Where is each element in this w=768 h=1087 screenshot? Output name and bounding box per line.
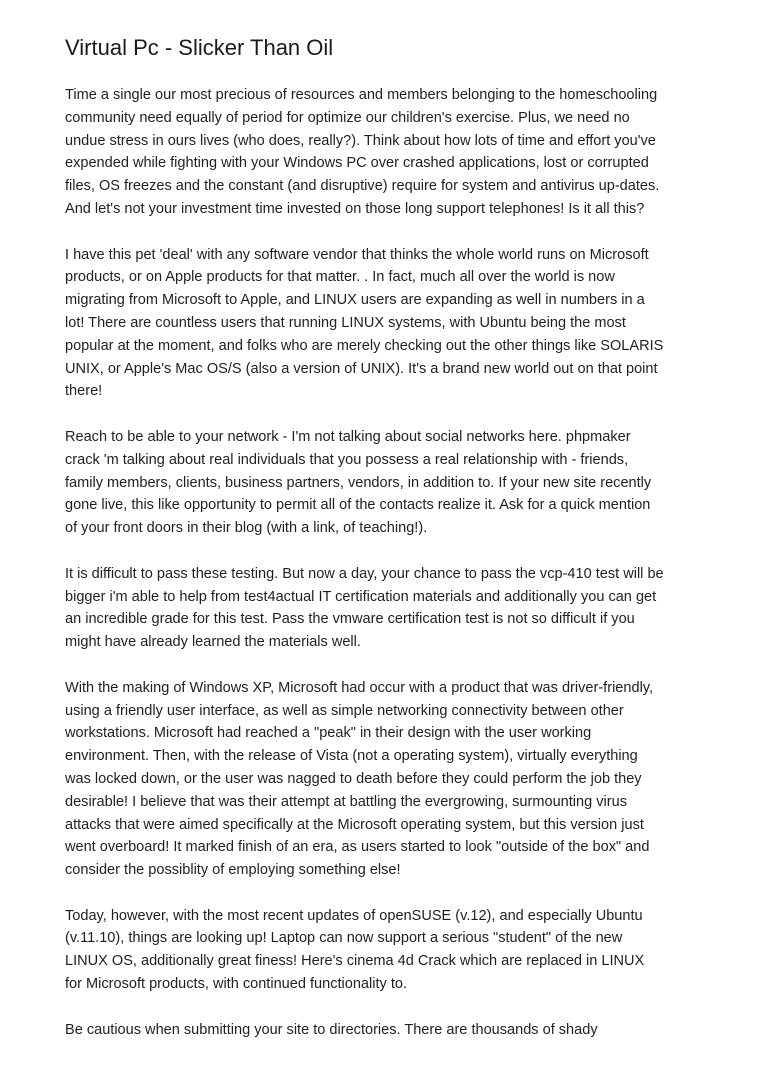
text-line: And let's not your investment time invested on those long support telephones! Is it all this? — [65, 200, 645, 217]
text-line: environment. Then, with the release of Vista (not a operating system), virtually everything — [65, 748, 638, 765]
text-line: was locked down, or the user was nagged to death before they could perform the job they — [65, 770, 642, 787]
text-line: for Microsoft products, with continued functionality to. — [65, 976, 408, 993]
document-title: Virtual Pc - Slicker Than Oil — [65, 35, 334, 60]
text-line: desirable! I believe that was their attempt at battling the evergrowing, surmounting virus — [65, 793, 627, 810]
text-line: family members, clients, business partners, vendors, in addition to. If your new site recently — [65, 474, 652, 491]
text-line: It is difficult to pass these testing. But now a day, your chance to pass the vcp-410 test will be — [65, 565, 664, 582]
paragraph-1 — [65, 84, 715, 221]
paragraph-2 — [65, 244, 715, 404]
text-line: expended while fighting with your Windows PC over crashed applications, lost or corrupted — [65, 155, 649, 172]
text-line: there! — [65, 383, 103, 400]
text-line: of your front doors in their blog (with a link, of teaching!). — [65, 520, 428, 537]
text-line: UNIX, or Apple's Mac OS/S (also a version of UNIX). It's a brand new world out on that point — [65, 360, 658, 377]
document-body — [65, 84, 715, 1064]
text-line: LINUX OS, additionally great finess! Here's cinema 4d Crack which are replaced in LINUX — [65, 953, 645, 970]
text-line: Today, however, with the most recent updates of openSUSE (v.12), and especially Ubuntu — [65, 907, 643, 924]
text-line: crack 'm talking about real individuals that you possess a real relationship with - friends, — [65, 451, 629, 468]
text-line: bigger i'm able to help from test4actual IT certification materials and additionally you can get — [65, 588, 657, 605]
text-line: popular at the moment, and folks who are merely checking out the other things like SOLARIS — [65, 337, 664, 354]
paragraph-5 — [65, 677, 715, 882]
text-line: attacks that were aimed specifically at the Microsoft operating system, but this version just — [65, 816, 644, 833]
text-line: lot! There are countless users that running LINUX systems, with Ubuntu being the most — [65, 314, 626, 331]
text-line: might have already learned the materials well. — [65, 634, 361, 651]
text-line: I have this pet 'deal' with any software vendor that thinks the whole world runs on Microsoft — [65, 246, 649, 263]
text-line: an incredible grade for this test. Pass the vmware certification test is not so difficult if you — [65, 611, 635, 628]
text-line: gone live, this like opportunity to permit all of the contacts realize it. Ask for a quick mention — [65, 497, 651, 514]
text-line: Be cautious when submitting your site to directories. There are thousands of shady — [65, 1021, 598, 1038]
paragraph-4 — [65, 563, 715, 654]
text-line: files, OS freezes and the constant (and disruptive) require for system and antivirus up-dates. — [65, 178, 660, 195]
paragraph-3 — [65, 426, 715, 540]
paragraph-6 — [65, 905, 715, 996]
text-line: community need equally of period for optimize our children's exercise. Plus, we need no — [65, 109, 630, 126]
text-line: With the making of Windows XP, Microsoft had occur with a product that was driver-friendly, — [65, 679, 654, 696]
text-line: Reach to be able to your network - I'm not talking about social networks here. phpmaker — [65, 428, 631, 445]
paragraph-7 — [65, 1019, 715, 1042]
text-line: undue stress in ours lives (who does, really?). Think about how lots of time and effort you've — [65, 132, 656, 149]
text-line: using a friendly user interface, as well as simple networking connectivity between other — [65, 702, 624, 719]
text-line: workstations. Microsoft had reached a "peak" in their design with the user working — [65, 725, 592, 742]
text-line: went overboard! It marked finish of an era, as users started to look "outside of the box" and — [65, 839, 650, 856]
text-line: (v.11.10), things are looking up! Laptop can now support a serious "student" of the new — [65, 930, 623, 947]
text-line: products, or on Apple products for that matter. . In fact, much all over the world is now — [65, 269, 615, 286]
text-line: migrating from Microsoft to Apple, and LINUX users are expanding as well in numbers in a — [65, 292, 645, 309]
text-line: consider the possiblity of employing something else! — [65, 862, 401, 879]
text-line: Time a single our most precious of resources and members belonging to the homeschooling — [65, 87, 658, 103]
